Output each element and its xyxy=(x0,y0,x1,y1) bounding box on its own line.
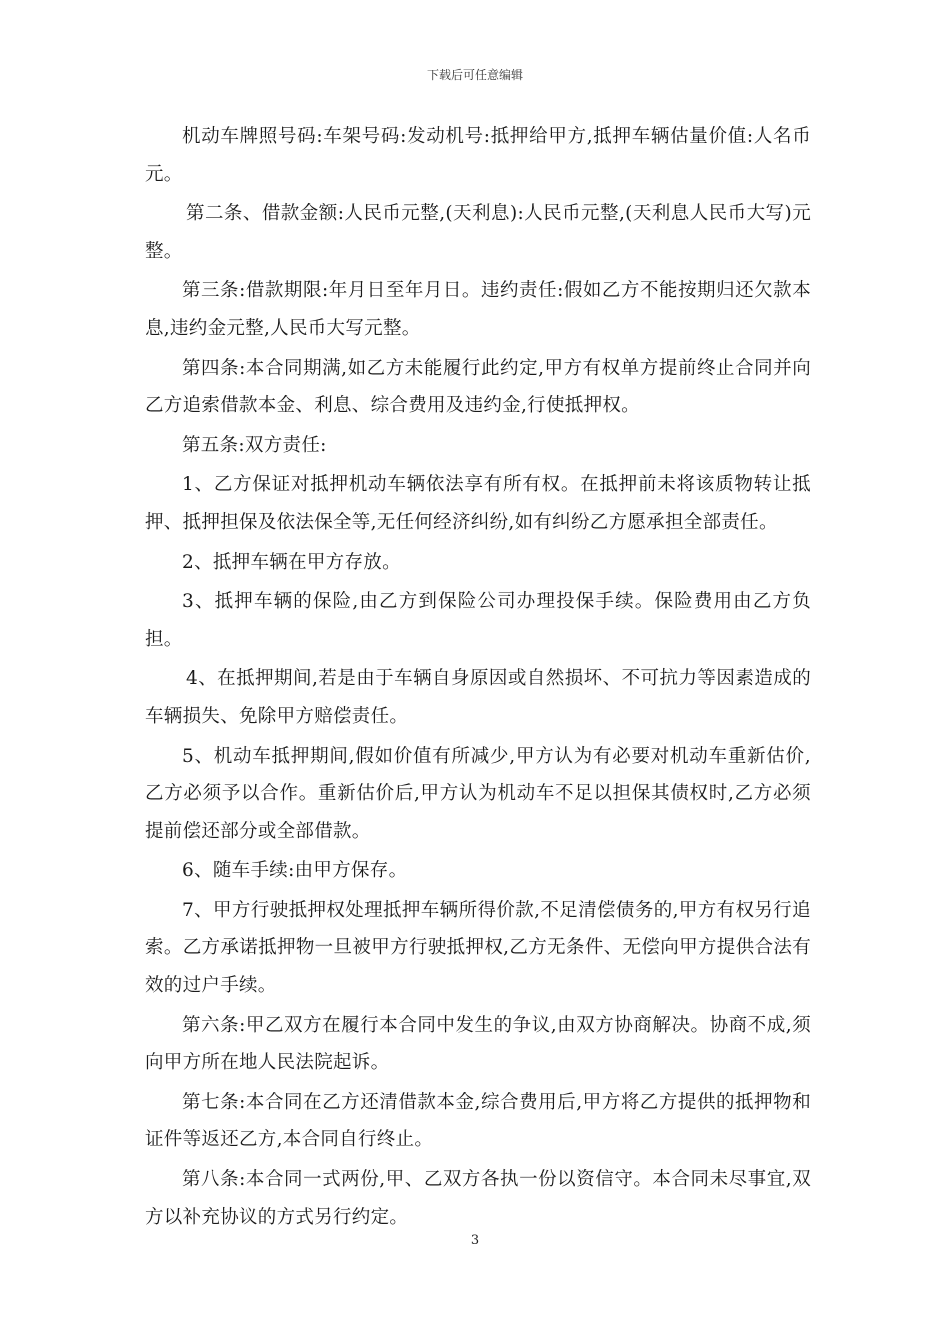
paragraph-article-2: 第二条、借款金额:人民币元整,(天利息):人民币元整,(天利息人民币大写)元整。 xyxy=(145,203,811,262)
paragraph-article-5: 第五条:双方责任: xyxy=(182,434,327,456)
page-number: 3 xyxy=(470,1233,480,1248)
paragraph-article-3: 第三条:借款期限:年月日至年月日。违约责任:假如乙方不能按期归还欠款本息,违约金元整,人民币大写元整。 xyxy=(145,280,811,339)
paragraph-item-4: 4、在抵押期间,若是由于车辆自身原因或自然损坏、不可抗力等因素造成的车辆损失、免除甲方赔偿责任。 xyxy=(145,668,811,727)
paragraph-item-2: 2、抵押车辆在甲方存放。 xyxy=(182,551,401,573)
paragraph-article-8: 第八条:本合同一式两份,甲、乙双方各执一份以资信守。本合同未尽事宜,双方以补充协议的方式另行约定。 xyxy=(145,1169,811,1228)
paragraph-vehicle-info: 机动车牌照号码:车架号码:发动机号:抵押给甲方,抵押车辆估量价值:人名币元。 xyxy=(145,126,811,185)
contract-body xyxy=(145,118,811,1238)
paragraph-item-5: 5、机动车抵押期间,假如价值有所减少,甲方认为有必要对机动车重新估价,乙方必须予以合作。重新估价后,甲方认为机动车不足以担保其债权时,乙方必须提前偿还部分或全部借款。 xyxy=(145,745,811,842)
paragraph-article-6: 第六条:甲乙双方在履行本合同中发生的争议,由双方协商解决。协商不成,须向甲方所在地人民法院起诉。 xyxy=(145,1014,811,1074)
page-header: 下载后可任意编辑 xyxy=(426,68,523,82)
paragraph-item-7: 7、甲方行驶抵押权处理抵押车辆所得价款,不足清偿债务的,甲方有权另行追索。乙方承诺抵押物一旦被甲方行驶抵押权,乙方无条件、无偿向甲方提供合法有效的过户手续。 xyxy=(145,899,811,997)
paragraph-item-6: 6、随车手续:由甲方保存。 xyxy=(182,860,408,882)
paragraph-article-7: 第七条:本合同在乙方还清借款本金,综合费用后,甲方将乙方提供的抵押物和证件等返还乙方,本合同自行终止。 xyxy=(145,1091,811,1151)
paragraph-item-1: 1、乙方保证对抵押机动车辆依法享有所有权。在抵押前未将该质物转让抵押、抵押担保及依法保全等,无任何经济纠纷,如有纠纷乙方愿承担全部责任。 xyxy=(145,474,811,533)
paragraph-item-3: 3、抵押车辆的保险,由乙方到保险公司办理投保手续。保险费用由乙方负担。 xyxy=(145,591,811,650)
paragraph-article-4: 第四条:本合同期满,如乙方未能履行此约定,甲方有权单方提前终止合同并向乙方追索借款本金、利息、综合费用及违约金,行使抵押权。 xyxy=(145,357,811,417)
